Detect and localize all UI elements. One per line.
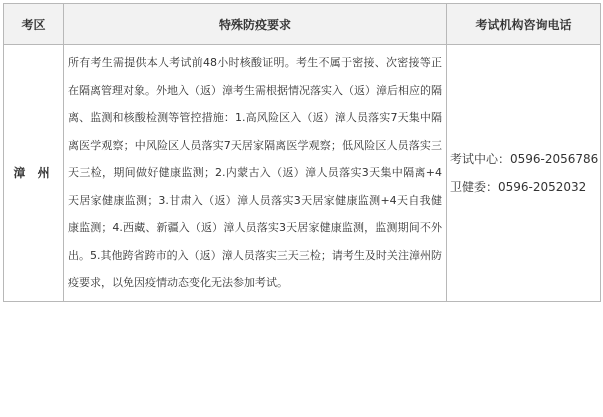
epidemic-requirements-text: 所有考生需提供本人考试前48小时核酸证明。考生不属于密接、次密接等正在隔离管理对象。外地入（返）漳考生需根据情况落实入（返）漳后相应的隔离、监测和核酸检测等管控措施：1.高风险区入（返）漳人员落实7天集中隔离医学观察；中风险区人员落实7天居家隔离医学观察；低风险区人员落实三天三检，期间做好健康监测；2.内蒙古入（返）漳人员落实3天集中隔离+4天居家健康监测；3.甘肃入（返）漳人员落实3天居家健康监测+4天自我健康监测；4.西藏、新疆入（返）漳人员落实3天居家健康监测，监测期间不外出。5.其他跨省跨市的入（返）漳人员落实三天三检；请考生及时关注漳州防疫要求，以免因疫情动态变化无法参加考试。 <box>64 45 447 302</box>
contact-phones <box>447 45 601 302</box>
table-header-row <box>4 4 601 45</box>
health-commission-phone: 卫健委：0596-2052032 <box>450 179 587 194</box>
table-row <box>4 45 601 302</box>
exam-center-phone: 考试中心：0596-2056786 <box>450 151 599 166</box>
header-requirements: 特殊防疫要求 <box>64 4 447 45</box>
exam-region-table <box>3 3 601 302</box>
region-name: 漳 州 <box>4 45 64 302</box>
header-region: 考区 <box>4 4 64 45</box>
header-contact: 考试机构咨询电话 <box>447 4 601 45</box>
